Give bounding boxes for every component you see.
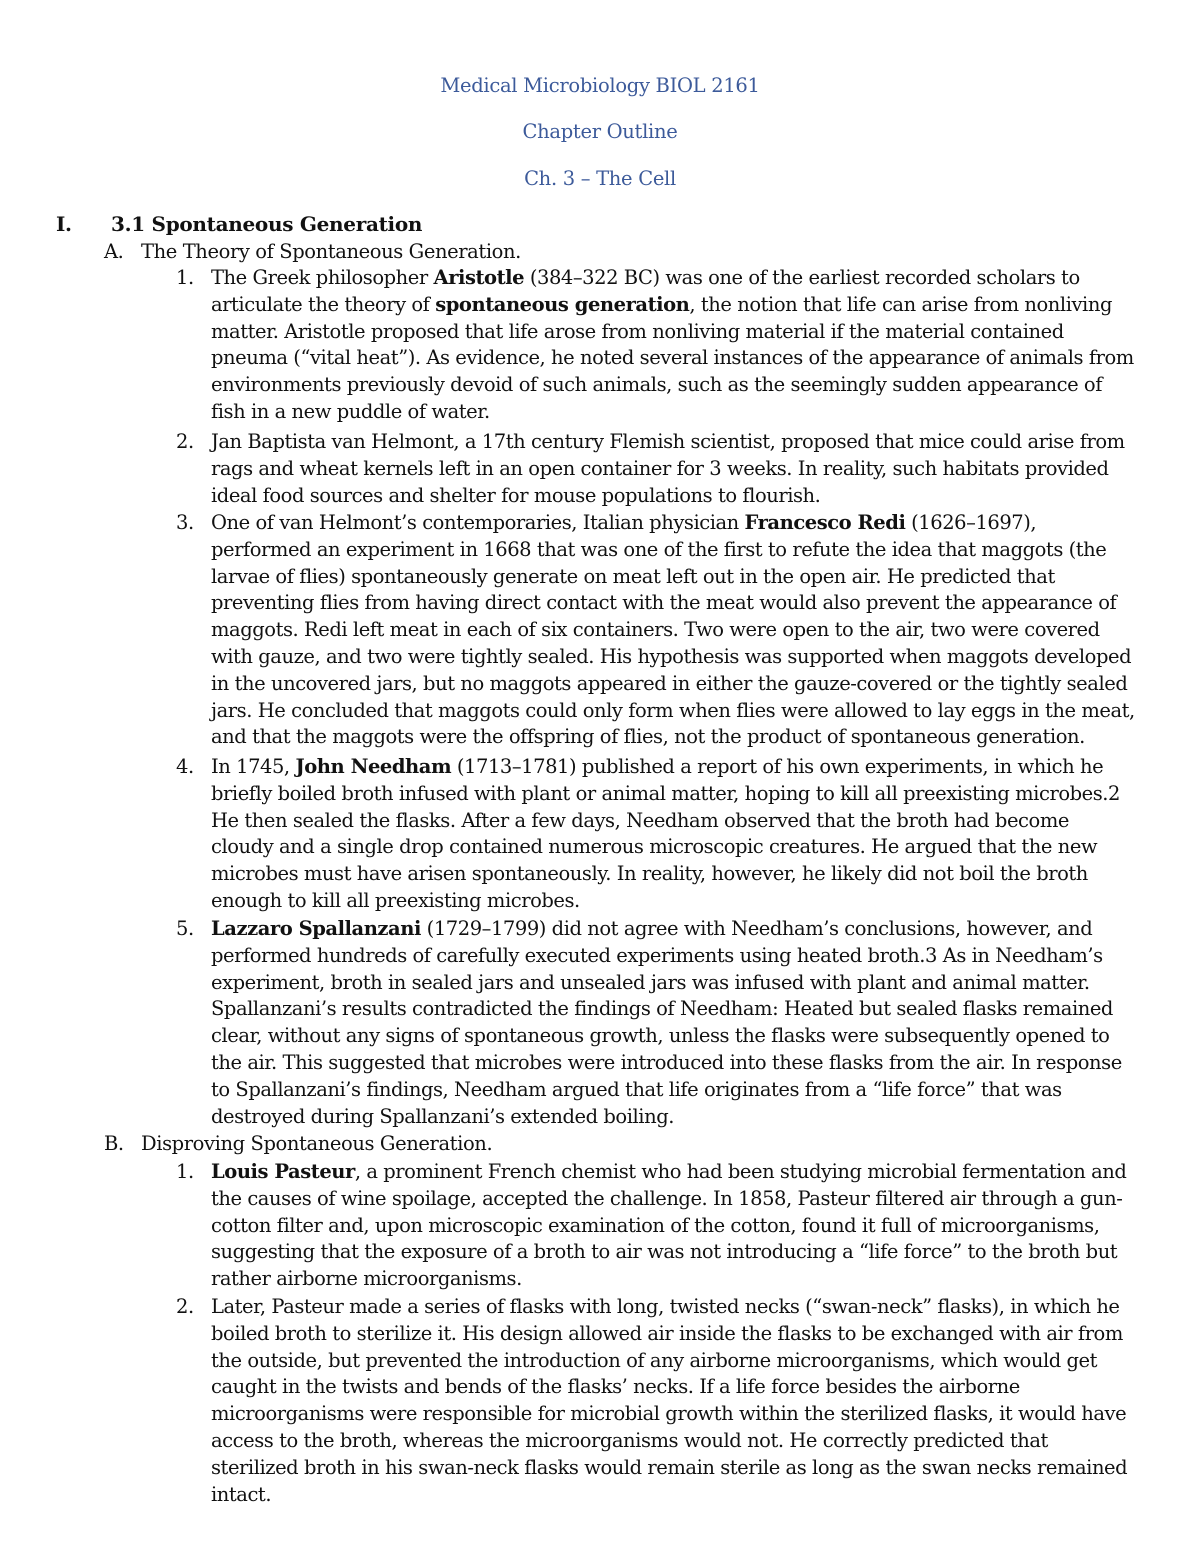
list-item	[176, 916, 1136, 1130]
bold-term: John Needham	[295, 755, 452, 778]
item-number: 1.	[176, 1160, 194, 1183]
subsection-a-heading	[104, 240, 521, 263]
subsection-title: The Theory of Spontaneous Generation.	[141, 240, 521, 263]
item-text: The Greek philosopher Aristotle (384–322 BC) was one of the earliest recorded scholars to articulate the theory of spontaneous generation, the notion that life can arise from nonliving matter. Aristotle proposed that life arose from nonliving material if the material contained pneuma (“vital heat”). As evidence, he noted several instances of the appearance of animals from environments previously devoid of such animals, such as the seemingly sudden appearance of fish in a new puddle of water.	[211, 266, 1134, 423]
course-title: Medical Microbiology BIOL 2161	[440, 74, 760, 97]
list-item	[176, 1159, 1136, 1293]
item-number: 2.	[176, 430, 194, 453]
section-number: I.	[56, 212, 72, 236]
list-item	[176, 265, 1136, 426]
item-number: 3.	[176, 511, 194, 534]
item-text: Louis Pasteur, a prominent French chemist who had been studying microbial fermentation and the causes of wine spoilage, accepted the challenge. In 1858, Pasteur filtered air through a gun-cotton filter and, upon microscopic examination of the cotton, found it full of microorganisms, suggesting that the exposure of a broth to air was not introducing a “life force” to the broth but rather airborne microorganisms.	[211, 1160, 1127, 1291]
bold-term: Francesco Redi	[744, 511, 906, 534]
section-title: 3.1 Spontaneous Generation	[111, 212, 423, 236]
bold-term: spontaneous generation	[435, 292, 690, 316]
item-number: 1.	[176, 266, 194, 289]
subsection-letter: B.	[104, 1132, 124, 1155]
list-item	[176, 754, 1136, 915]
bold-term: Aristotle	[433, 266, 525, 289]
subsection-title: Disproving Spontaneous Generation.	[141, 1132, 493, 1155]
list-item	[176, 1294, 1136, 1508]
bold-term: Lazzaro Spallanzani	[211, 917, 421, 940]
list-item	[176, 510, 1136, 751]
subsection-b-heading	[104, 1132, 492, 1155]
list-item	[176, 429, 1136, 509]
chapter-title: Ch. 3 – The Cell	[524, 167, 676, 190]
item-text: Lazzaro Spallanzani (1729–1799) did not agree with Needham’s conclusions, however, and performed hundreds of carefully executed experiments using heated broth.3 As in Needham’s experiment, broth in sealed jars and unsealed jars was infused with plant and animal matter. Spallanzani’s results contradicted the findings of Needham: Heated but sealed flasks remained clear, without any signs of spontaneous growth, unless the flasks were subsequently opened to the air. This suggested that microbes were introduced into these flasks from the air. In response to Spallanzani’s findings, Needham argued that life originates from a “life force” that was destroyed during Spallanzani’s extended boiling.	[211, 917, 1122, 1128]
item-number: 5.	[176, 917, 194, 940]
bold-term: Louis Pasteur	[211, 1160, 355, 1183]
subsection-letter: A.	[104, 240, 124, 263]
item-text: One of van Helmont’s contemporaries, Italian physician Francesco Redi (1626–1697), performed an experiment in 1668 that was one of the first to refute the idea that maggots (the larvae of flies) spontaneously generate on meat left out in the open air. He predicted that preventing flies from having direct contact with the meat would also prevent the appearance of maggots. Redi left meat in each of six containers. Two were open to the air, two were covered with gauze, and two were tightly sealed. His hypothesis was supported when maggots developed in the uncovered jars, but no maggots appeared in either the gauze-covered or the tightly sealed jars. He concluded that maggots could only form when flies were allowed to lay eggs in the meat, and that the maggots were the offspring of flies, not the product of spontaneous generation.	[211, 511, 1135, 749]
item-number: 2.	[176, 1295, 194, 1318]
document-type: Chapter Outline	[522, 120, 678, 143]
item-number: 4.	[176, 755, 194, 778]
item-text: In 1745, John Needham (1713–1781) published a report of his own experiments, in which he briefly boiled broth infused with plant or animal matter, hoping to kill all preexisting microbes.2 He then sealed the flasks. After a few days, Needham observed that the broth had become cloudy and a single drop contained numerous microscopic creatures. He argued that the new microbes must have arisen spontaneously. In reality, however, he likely did not boil the broth enough to kill all preexisting microbes.	[211, 755, 1120, 912]
item-text: Jan Baptista van Helmont, a 17th century Flemish scientist, proposed that mice could arise from rags and wheat kernels left in an open container for 3 weeks. In reality, such habitats provided ideal food sources and shelter for mouse populations to flourish.	[211, 430, 1125, 507]
section-heading	[56, 212, 422, 236]
item-text: Later, Pasteur made a series of flasks with long, twisted necks (“swan-neck” flasks), in which he boiled broth to sterilize it. His design allowed air inside the flasks to be exchanged with air from the outside, but prevented the introduction of any airborne microorganisms, which would get caught in the twists and bends of the flasks’ necks. If a life force besides the airborne microorganisms were responsible for microbial growth within the sterilized flasks, it would have access to the broth, whereas the microorganisms would not. He correctly predicted that sterilized broth in his swan-neck flasks would remain sterile as long as the swan necks remained intact.	[211, 1295, 1128, 1506]
